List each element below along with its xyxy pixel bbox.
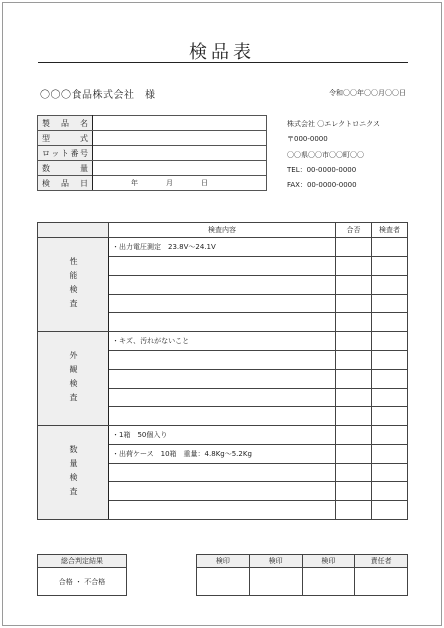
product-row: [38, 176, 267, 191]
inspector-cell[interactable]: [372, 501, 408, 520]
inspection-item[interactable]: [109, 407, 336, 426]
pass-cell[interactable]: [336, 369, 372, 388]
table-row: [38, 238, 408, 257]
model-label: 型式: [38, 131, 93, 146]
stamp-header: 検印: [197, 555, 250, 568]
inspection-item[interactable]: ・出荷ケース 10箱 重量：4.8Kg〜5.2Kg: [109, 444, 336, 463]
verdict-value[interactable]: 合格 ・ 不合格: [38, 568, 127, 596]
title-underline: [38, 62, 408, 63]
inspection-item[interactable]: ・1箱 50個入り: [109, 426, 336, 445]
inspection-table: [37, 222, 408, 520]
section-appearance: [38, 332, 408, 426]
category-appearance: [38, 332, 109, 426]
company-address: 〇〇県〇〇市〇〇町〇〇: [287, 150, 364, 159]
table-row: [38, 426, 408, 445]
inspection-date-value[interactable]: [93, 176, 267, 191]
pass-cell[interactable]: [336, 257, 372, 276]
inspector-cell[interactable]: [372, 426, 408, 445]
product-name-value[interactable]: [93, 116, 267, 131]
product-row: [38, 161, 267, 176]
pass-cell[interactable]: [336, 294, 372, 313]
model-value[interactable]: [93, 131, 267, 146]
inspection-header-row: [38, 223, 408, 238]
product-row: [38, 146, 267, 161]
overall-verdict-table: [37, 554, 127, 596]
header-pass: 合否: [336, 223, 372, 238]
inspector-cell[interactable]: [372, 332, 408, 351]
inspection-date-label: 検品日: [38, 176, 93, 191]
stamp-header-manager: 責任者: [355, 555, 408, 568]
inspector-cell[interactable]: [372, 294, 408, 313]
inspection-item[interactable]: [109, 501, 336, 520]
stamp-box[interactable]: [302, 568, 355, 596]
inspector-cell[interactable]: [372, 275, 408, 294]
category-quantity: [38, 426, 109, 520]
stamp-box[interactable]: [197, 568, 250, 596]
pass-cell[interactable]: [336, 313, 372, 332]
product-name-label: 製品名: [38, 116, 93, 131]
inspection-item[interactable]: [109, 257, 336, 276]
inspection-item[interactable]: [109, 313, 336, 332]
pass-cell[interactable]: [336, 482, 372, 501]
company-name: 株式会社 〇エレクトロニクス: [287, 120, 381, 128]
pass-cell[interactable]: [336, 388, 372, 407]
inspection-item[interactable]: [109, 463, 336, 482]
month-marker: 月: [166, 179, 173, 187]
category-label: 数量検査: [69, 444, 78, 501]
inspector-cell[interactable]: [372, 407, 408, 426]
quantity-value[interactable]: [93, 161, 267, 176]
stamp-header: 検印: [249, 555, 302, 568]
inspection-item[interactable]: ・キズ、汚れがないこと: [109, 332, 336, 351]
section-quantity: [38, 426, 408, 520]
inspector-cell[interactable]: [372, 388, 408, 407]
verdict-header: 総合判定結果: [38, 555, 127, 568]
inspection-item[interactable]: [109, 294, 336, 313]
inspection-item[interactable]: [109, 369, 336, 388]
inspection-item[interactable]: ・出力電圧測定 23.8V〜24.1V: [109, 238, 336, 257]
section-performance: [38, 238, 408, 332]
quantity-label: 数量: [38, 161, 93, 176]
lot-number-label: ロット番号: [38, 146, 93, 161]
pass-cell[interactable]: [336, 501, 372, 520]
company-info: [287, 117, 380, 193]
header-corner: [38, 223, 109, 238]
product-row: [38, 116, 267, 131]
year-marker: 年: [131, 179, 138, 187]
inspection-item[interactable]: [109, 275, 336, 294]
page-title: 検品表: [189, 42, 255, 63]
pass-cell[interactable]: [336, 407, 372, 426]
inspector-cell[interactable]: [372, 369, 408, 388]
inspection-item[interactable]: [109, 351, 336, 370]
company-tel: TEL：00-0000-0000: [287, 165, 357, 174]
recipient-name: 〇〇〇食品株式会社 様: [40, 90, 156, 101]
stamp-box[interactable]: [249, 568, 302, 596]
pass-cell[interactable]: [336, 275, 372, 294]
category-performance: [38, 238, 109, 332]
product-row: [38, 131, 267, 146]
inspector-cell[interactable]: [372, 238, 408, 257]
inspector-cell[interactable]: [372, 482, 408, 501]
company-fax: FAX：00-0000-0000: [287, 181, 357, 190]
product-info-table: [37, 115, 267, 191]
inspector-cell[interactable]: [372, 257, 408, 276]
pass-cell[interactable]: [336, 444, 372, 463]
pass-cell[interactable]: [336, 463, 372, 482]
lot-number-value[interactable]: [93, 146, 267, 161]
pass-cell[interactable]: [336, 238, 372, 257]
inspector-cell[interactable]: [372, 444, 408, 463]
inspection-item[interactable]: [109, 482, 336, 501]
pass-cell[interactable]: [336, 351, 372, 370]
header-inspector: 検査者: [372, 223, 408, 238]
category-label: 性能検査: [69, 256, 78, 313]
pass-cell[interactable]: [336, 332, 372, 351]
pass-cell[interactable]: [336, 426, 372, 445]
category-label: 外観検査: [69, 350, 78, 407]
stamp-box-manager[interactable]: [355, 568, 408, 596]
stamp-header: 検印: [302, 555, 355, 568]
inspector-cell[interactable]: [372, 313, 408, 332]
company-postal: 〒000-0000: [287, 135, 328, 144]
day-marker: 日: [201, 179, 208, 187]
approval-stamps-table: [196, 554, 408, 596]
header-content: 検査内容: [109, 223, 336, 238]
inspection-item[interactable]: [109, 388, 336, 407]
inspector-cell[interactable]: [372, 463, 408, 482]
issue-date: 令和〇〇年〇〇月〇〇日: [329, 89, 406, 97]
table-row: [38, 332, 408, 351]
inspector-cell[interactable]: [372, 351, 408, 370]
